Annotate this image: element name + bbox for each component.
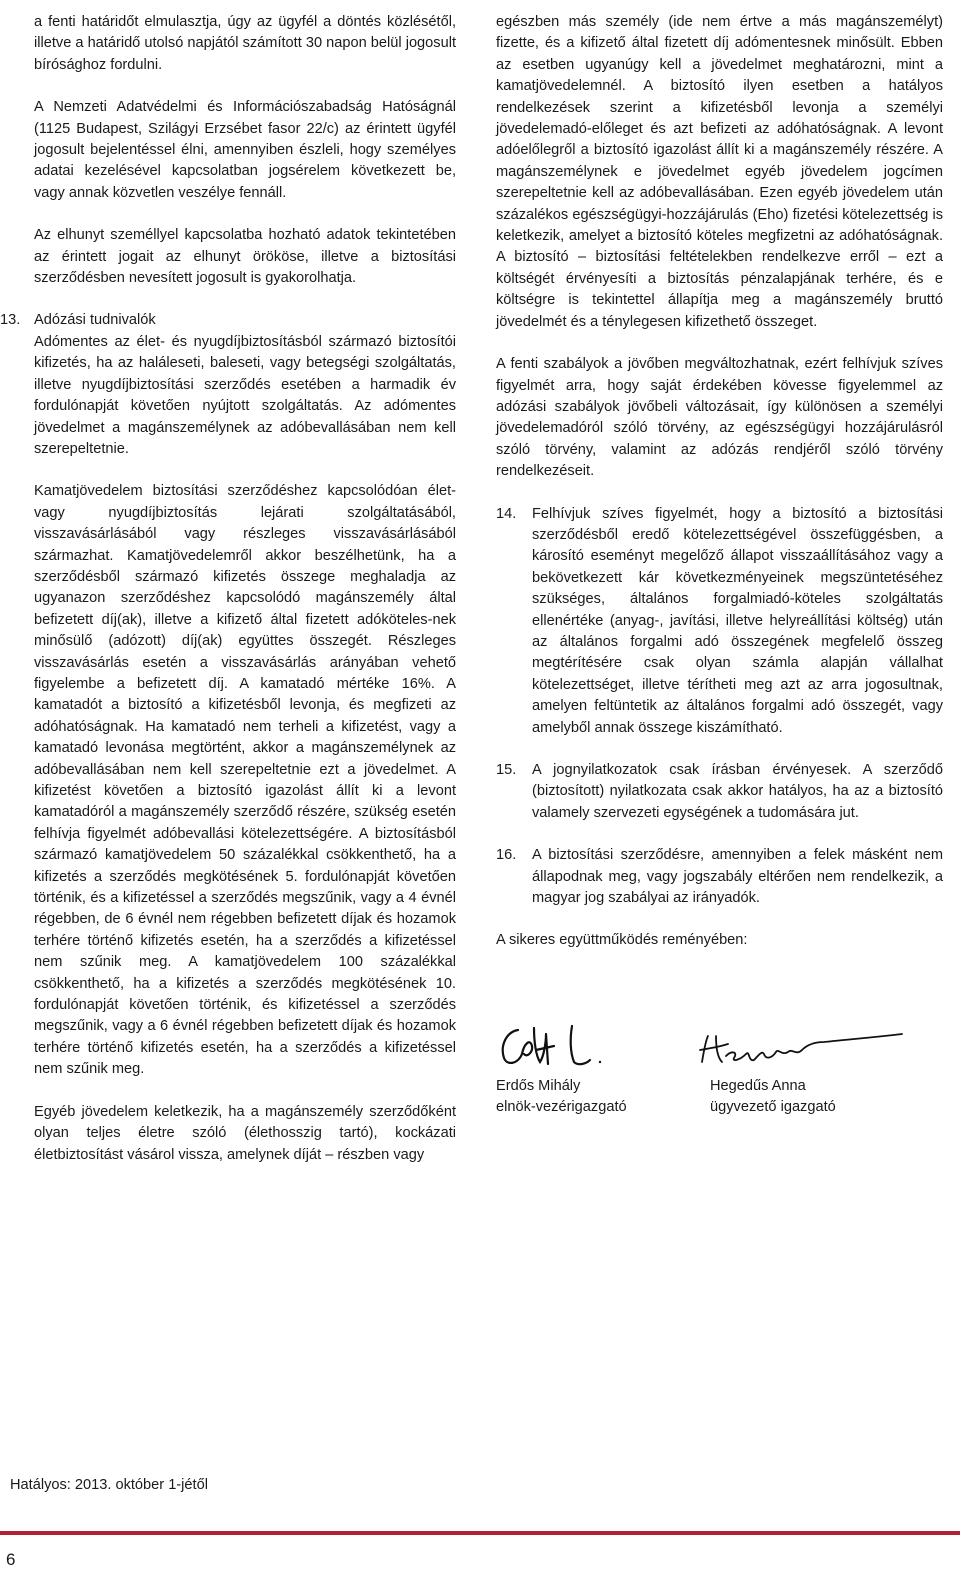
paragraph: A fenti szabályok a jövőben megváltozhatnak, ezért felhívjuk szíves figyelmét arra, hogy saját érdekében kövesse figyelemmel az adózási szabályok jövőbeli változásait, így különösen a személyi jövedelemadóról szóló törvény, az egészségügyi hozzájárulásról szóló törvény, valamint az adózás rendjéről szóló törvény rendelkezéseit.: [496, 356, 943, 480]
section-text: Felhívjuk szíves figyelmét, hogy a biztosító a biztosítási szerződésből eredő kötelezettségével összefüggésben, a károsító eseményt megelőző állapot visszaállításához vagy a bekövetkezett kár következményeinek megszüntetéséhez szükséges, általános forgalmiadó-köteles szolgáltatás ellenértéke (anyag-, javítási, illetve helyreállítási költség) után az általános forgalmi adó összegének megfelelő összeg megtérítésére csak olyan számla alapján vállalhat kötelezettséget, illetve térítheti meg azt az arra jogosultnak, amelyen feltüntetik az általános forgalmi adó összegét, vagy amelyből annak összege kiszámítható.: [532, 505, 943, 736]
page-number: 6: [6, 1550, 16, 1569]
section-number: 13.: [0, 312, 21, 329]
section-text: A jognyilatkozatok csak írásban érvényesek. A szerződő (biztosított) nyilatkozata csak akkor hatályos, ha az a biztosító valamely szervezeti egységének a tudomására jut.: [532, 762, 943, 821]
signatory-erdos: [496, 1076, 627, 1118]
signatory-hegedus: [710, 1076, 836, 1118]
paragraph: A Nemzeti Adatvédelmi és Információszabadság Hatóságnál (1125 Budapest, Szilágyi Erzsébet fasor 22/c) az érintett ügyfél jogosult bejelentéssel élni, amennyiben észleli, hogy személyes adatai kezelésével kapcsolatban jogsérelem következett be, vagy annak közvetlen veszélye fennáll.: [34, 99, 456, 201]
paragraph: Kamatjövedelem biztosítási szerződéshez kapcsolódóan élet- vagy nyugdíjbiztosítás lejárati szolgáltatásából, visszavásárlásából vagy részleges visszavásárlásából származhat. Kamatjövedelemről akkor beszélhetünk, ha a szerződésből származó kifizetés összege meghaladja az ugyanazon szerződéshez kapcsolódó magánszemély által befizetett díj(ak), illetve a kifizető által fizetett adóköteles-nek minősülő (adózott) díj(ak) együttes összegét. Részleges visszavásárlás esetén a visszavásárlás arányában vehető figyelembe a befizetett díj. A kamatadó mértéke 16%. A kamatadót a biztosító a kifizetésből levonja, és megfizeti az adóhatóságnak. Ha kamatadó nem terheli a kifizetést, vagy a kamatadó levonása megtörtént, akkor a magánszemélynek az adóbevallásában nem kell szerepeltetnie ezt a jövedelmet. A kifizetést követően a biztosító igazolást állít ki a levont kamatadóról a magánszemély szerződő részére, szükség esetén felhívja figyelmét adóbevallási kötelezettségére. A biztosításból származó kamatjövedelem 50 százalékkal csökkenthető, ha a kifizetés a szerződés megkötésének 5. fordulónapját követően történik, és a kifizetéssel a szerződés megszűnik, vagy a 4 évnél régebben, de 6 évnél nem régebben befizetett díjak és hozamok terhére történő kifizetés esetén, ha a szerződés a kifizetéssel nem szűnik meg. A kamatjövedelem 100 százalékkal csökkenthető, ha a kifizetés a szerződés megkötésének 10. fordulónapját követően történik, és kifizetéssel a szerződés megszűnik, vagy a 6 évnél régebben befizetett díjak és hozamok terhére történő kifizetés esetén, ha a szerződés a kifizetéssel nem szűnik meg.: [34, 483, 456, 1078]
section-15: [496, 760, 943, 824]
section-14: [496, 504, 943, 739]
left-column: [0, 12, 456, 1187]
signatory-title: ügyvezető igazgató: [710, 1099, 836, 1115]
paragraph: Az elhunyt személlyel kapcsolatba hozható adatok tekintetében az érintett jogait az elhunyt örököse, illetve a biztosítási szerződésben nevesített jogosult is gyakorolhatja.: [34, 227, 456, 287]
signature-block: [496, 1020, 943, 1120]
section-13: [0, 310, 456, 460]
section-heading: Adózási tudnivalók: [34, 312, 156, 329]
effective-date: Hatályos: 2013. október 1-jétől: [10, 1477, 208, 1493]
signatory-name: Erdős Mihály: [496, 1078, 581, 1094]
closing-line: A sikeres együttműködés reményében:: [496, 932, 748, 949]
signatory-title: elnök-vezérigazgató: [496, 1099, 627, 1115]
section-text: Adómentes az élet- és nyugdíjbiztosításból származó biztosítói kifizetés, ha az haláleseti, baleseti, vagy betegségi szolgáltatás, illetve nyugdíjbiztosítási szerződés esetében a harmadik év fordulónapját követően nyújtott szolgáltatás. Az adómentes jövedelmet a magánszemélynek az adóbevallásában nem kell szerepeltetnie.: [34, 333, 456, 457]
right-column: [496, 12, 943, 973]
paragraph: a fenti határidőt elmulasztja, úgy az ügyfél a döntés közlésétől, illetve a határidő utolsó napjától számított 30 napon belül jogosult bírósághoz fordulni.: [34, 14, 456, 73]
section-number: 15.: [496, 762, 517, 778]
paragraph: Egyéb jövedelem keletkezik, ha a magánszemély szerződőként olyan teljes életre szóló (élethosszig tartó), kockázati életbiztosítást vásárol vissza, amelynek díját – részben vagy: [34, 1103, 456, 1163]
footer-rule: [0, 1531, 960, 1535]
section-text: A biztosítási szerződésre, amennyiben a felek másként nem állapodnak meg, vagy jogszabály eltérően nem rendelkezik, a magyar jog szabályai az irányadók.: [532, 847, 943, 907]
paragraph: egészben más személy (ide nem értve a más magánszemélyt) fizette, és a kifizető által fizetett díj adómentesnek minősült. Ebben az esetben ugyanúgy kell a jövedelmet meghatározni, mint a kamatjövedelemnél. A biztosító ilyen esetben a hatályos rendelkezések szerint a kifizetésből levonja a személyi jövedelemadó-előleget és azt befizeti az adóhatóságnak. A levont adóelőlegről a biztosító igazolást állít ki a magánszemély részére. A magánszemélynek e jövedelmet egyéb jövedelem jogcímen szerepeltetnie kell az adóbevallásában. Ezen egyéb jövedelem után százalékos egészségügyi-hozzájárulás (Eho) fizetési kötelezettség is keletkezik, amelyet a biztosító köteles megfizetni az adóhatóságnak. A biztosító – biztosítási feltételekben rendelkezve erről – ezt a költségét érvényesíti a biztosítás pénzalapjának terhére, és e költségre is tekintettel állapítja meg a magánszemély bruttó jövedelmét és a ténylegesen kifizethető összeget.: [496, 14, 943, 330]
signature-hegedus-image: [692, 1026, 912, 1070]
signatory-name: Hegedűs Anna: [710, 1078, 806, 1094]
section-number: 14.: [496, 505, 517, 522]
section-number: 16.: [496, 847, 517, 864]
signature-erdos-image: [496, 1020, 616, 1072]
section-16: [496, 845, 943, 909]
